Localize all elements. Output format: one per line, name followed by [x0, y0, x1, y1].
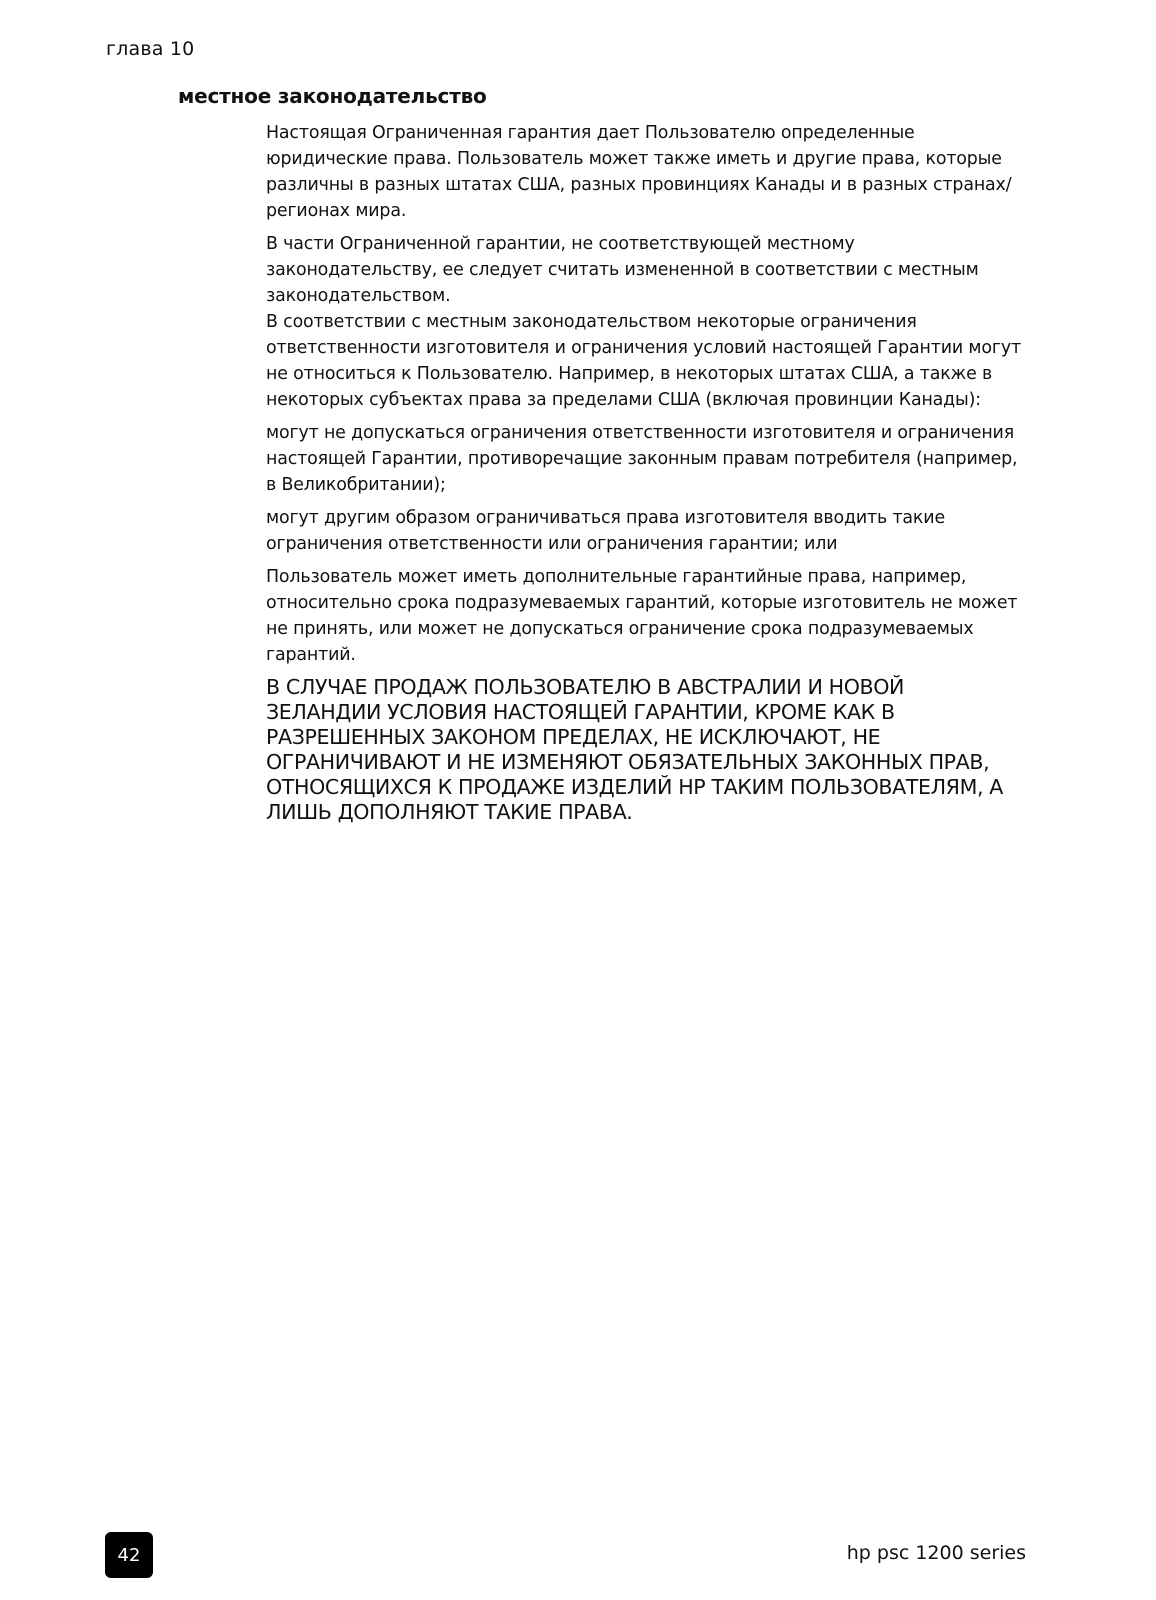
paragraph-australia-new-zealand: В СЛУЧАЕ ПРОДАЖ ПОЛЬЗОВАТЕЛЮ В АВСТРАЛИИ И НОВОЙ ЗЕЛАНДИИ УСЛОВИЯ НАСТОЯЩЕЙ ГАРАНТИИ, КРОМЕ КАК В РАЗРЕШЕННЫХ ЗАКОНОМ ПРЕДЕЛАХ, НЕ ИСКЛЮЧАЮТ, НЕ ОГРАНИЧИВАЮТ И НЕ ИЗМЕНЯЮТ ОБЯЗАТЕЛЬНЫХ ЗАКОННЫХ ПРАВ, ОТНОСЯЩИХСЯ К ПРОДАЖЕ ИЗДЕЛИЙ HP ТАКИМ ПОЛЬЗОВАТЕЛЯМ, А ЛИШЬ ДОПОЛНЯЮТ ТАКИЕ ПРАВА.: [266, 675, 1003, 824]
chapter-label: глава 10: [106, 38, 195, 60]
paragraph-manufacturer-restrictions: могут другим образом ограничиваться права изготовителя вводить такие ограничения ответственности или ограничения гарантии; или: [266, 508, 945, 554]
page-number: 42: [117, 1544, 141, 1566]
paragraph-rights-intro: Настоящая Ограниченная гарантия дает Пользователю определенные юридические права. Пользователь может также иметь и другие права, которые различны в разных штатах США, разных провинциях Канады и в разных странах/регионах мира.: [266, 123, 1012, 221]
paragraph-additional-rights: Пользователь может иметь дополнительные гарантийные права, например, относительно срока подразумеваемых гарантий, которые изготовитель не может не принять, или может не допускаться ограничение срока подразумеваемых гарантий.: [266, 567, 1018, 665]
paragraph-local-law-modification: В части Ограниченной гарантии, не соответствующей местному законодательству, ее следует считать измененной в соответствии с местным законодательством.: [266, 234, 979, 306]
paragraph-consumer-rights: могут не допускаться ограничения ответственности изготовителя и ограничения настоящей Гарантии, противоречащие законным правам потребителя (например, в Великобритании);: [266, 423, 1018, 495]
section-title: местное законодательство: [178, 84, 487, 108]
paragraph-limitations-may-not-apply: В соответствии с местным законодательством некоторые ограничения ответственности изготовителя и ограничения условий настоящей Гарантии могут не относиться к Пользователю. Например, в некоторых штатах США, а также в некоторых субъектах права за пределами США (включая провинции Канады):: [266, 312, 1021, 410]
page-number-badge: [105, 1532, 153, 1578]
section-body: [266, 120, 1022, 832]
product-name: hp psc 1200 series: [846, 1542, 1026, 1564]
